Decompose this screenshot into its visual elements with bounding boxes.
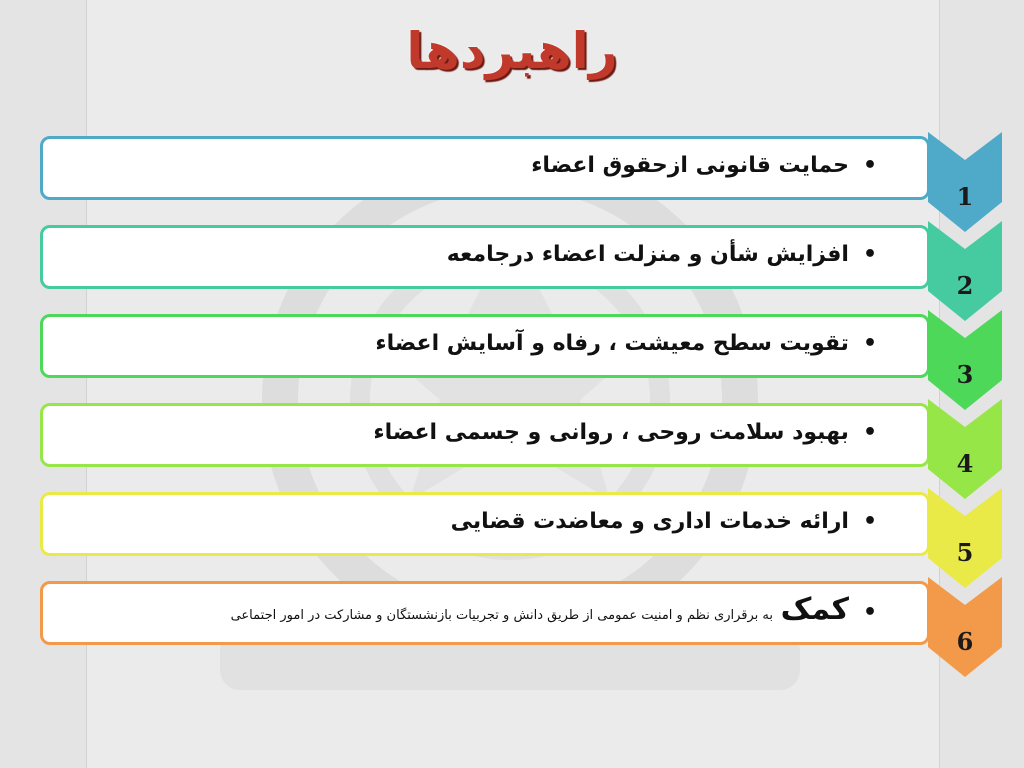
- strategy-text: حمایت قانونی ازحقوق اعضاء: [531, 153, 849, 178]
- strategy-number: 1: [956, 182, 974, 211]
- strategy-text-container: [451, 509, 877, 534]
- strategy-text: به برقراری نظم و امنیت عمومی از طریق دانش و تجربیات بازنشستگان و مشارکت در امور اجتماعی: [230, 608, 773, 623]
- strategy-text: تقویت سطح معیشت ، رفاه و آسایش اعضاء: [375, 331, 849, 356]
- strategy-text-emphasis: کمک: [780, 592, 849, 627]
- bullet-icon: •: [862, 331, 877, 356]
- strategy-row-2: [0, 225, 1024, 315]
- strategy-row-6: [0, 581, 1024, 671]
- strategy-number: 3: [956, 360, 974, 389]
- strategy-number: 4: [956, 449, 974, 478]
- strategy-text-container: [231, 592, 877, 627]
- strategy-text: بهبود سلامت روحی ، روانی و جسمی اعضاء: [373, 420, 849, 445]
- strategy-row-3: [0, 314, 1024, 404]
- strategy-text: افزایش شأن و منزلت اعضاء درجامعه: [446, 242, 849, 267]
- strategy-box: [40, 225, 930, 289]
- strategy-text-container: [373, 420, 877, 445]
- strategy-row-4: [0, 403, 1024, 493]
- strategy-box: [40, 581, 930, 645]
- strategy-row-1: [0, 136, 1024, 226]
- bullet-icon: •: [862, 153, 877, 178]
- strategy-box: [40, 314, 930, 378]
- strategy-number: 6: [956, 627, 974, 656]
- bullet-icon: •: [862, 420, 877, 445]
- strategy-box: [40, 403, 930, 467]
- strategy-text-container: [447, 242, 877, 267]
- strategy-text-container: [375, 331, 877, 356]
- bullet-icon: •: [862, 242, 877, 267]
- bullet-icon: •: [862, 509, 877, 534]
- strategy-row-5: [0, 492, 1024, 582]
- strategy-box: [40, 492, 930, 556]
- strategy-text-container: [531, 153, 877, 178]
- strategy-text: ارائه خدمات اداری و معاضدت قضایی: [450, 509, 849, 534]
- bullet-icon: •: [862, 600, 877, 625]
- strategy-number: 2: [956, 271, 974, 300]
- strategy-box: [40, 136, 930, 200]
- slide-title: راهبردها: [406, 22, 618, 80]
- strategy-number: 5: [956, 538, 974, 567]
